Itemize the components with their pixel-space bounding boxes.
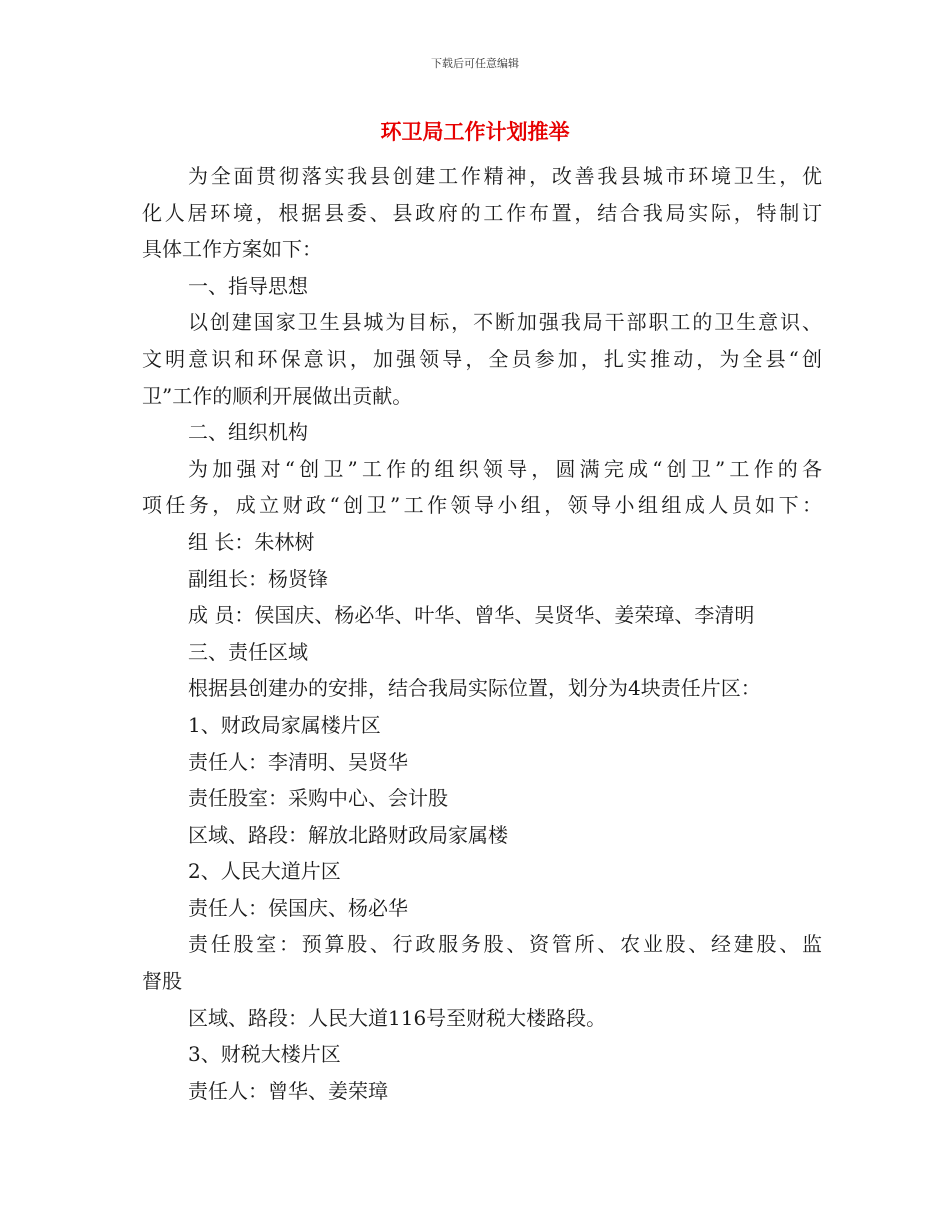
document-title: 环卫局工作计划推举 xyxy=(380,120,570,144)
list-item: 组 长：朱林树 xyxy=(188,529,315,554)
subsection-heading: 3、财税大楼片区 xyxy=(188,1042,341,1067)
list-item: 责任人：曾华、姜荣璋 xyxy=(188,1078,388,1103)
paragraph-line: 具体工作方案如下： xyxy=(142,237,322,262)
list-item: 区域、路段：人民大道116号至财税大楼路段。 xyxy=(188,1005,607,1030)
list-item: 责任人：李清明、吴贤华 xyxy=(188,749,408,774)
paragraph-line: 卫”工作的顺利开展做出贡献。 xyxy=(142,383,413,408)
list-item: 督股 xyxy=(142,969,182,994)
paragraph-line: 以创建国家卫生县城为目标，不断加强我局干部职工的卫生意识、 xyxy=(188,310,822,335)
paragraph-line: 为加强对“创卫”工作的组织领导，圆满完成“创卫”工作的各 xyxy=(188,456,822,481)
page-header: 下载后可任意编辑 xyxy=(431,57,519,70)
section-heading: 二、组织机构 xyxy=(188,420,308,445)
section-heading: 三、责任区域 xyxy=(188,639,308,664)
list-item: 成 员：侯国庆、杨必华、叶华、曾华、吴贤华、姜荣璋、李清明 xyxy=(188,603,755,628)
list-item: 责任人：侯国庆、杨必华 xyxy=(188,895,408,920)
list-item: 副组长：杨贤锋 xyxy=(188,566,328,591)
section-heading: 一、指导思想 xyxy=(188,273,308,298)
list-item: 责任股室：预算股、行政服务股、资管所、农业股、经建股、监 xyxy=(188,932,822,957)
subsection-heading: 1、财政局家属楼片区 xyxy=(188,712,381,737)
list-item: 区域、路段：解放北路财政局家属楼 xyxy=(188,822,508,847)
paragraph-line: 化人居环境，根据县委、县政府的工作布置，结合我局实际，特制订 xyxy=(142,200,822,225)
list-item: 责任股室：采购中心、会计股 xyxy=(188,786,448,811)
subsection-heading: 2、人民大道片区 xyxy=(188,859,341,884)
paragraph-line: 为全面贯彻落实我县创建工作精神，改善我县城市环境卫生，优 xyxy=(188,164,822,188)
paragraph-line: 文明意识和环保意识，加强领导，全员参加，扎实推动，为全县“创 xyxy=(142,346,822,371)
paragraph-line: 根据县创建办的安排，结合我局实际位置，划分为4块责任片区： xyxy=(188,676,761,701)
paragraph-line: 项任务，成立财政“创卫”工作领导小组，领导小组组成人员如下： xyxy=(142,493,822,518)
document-body xyxy=(142,158,822,1109)
